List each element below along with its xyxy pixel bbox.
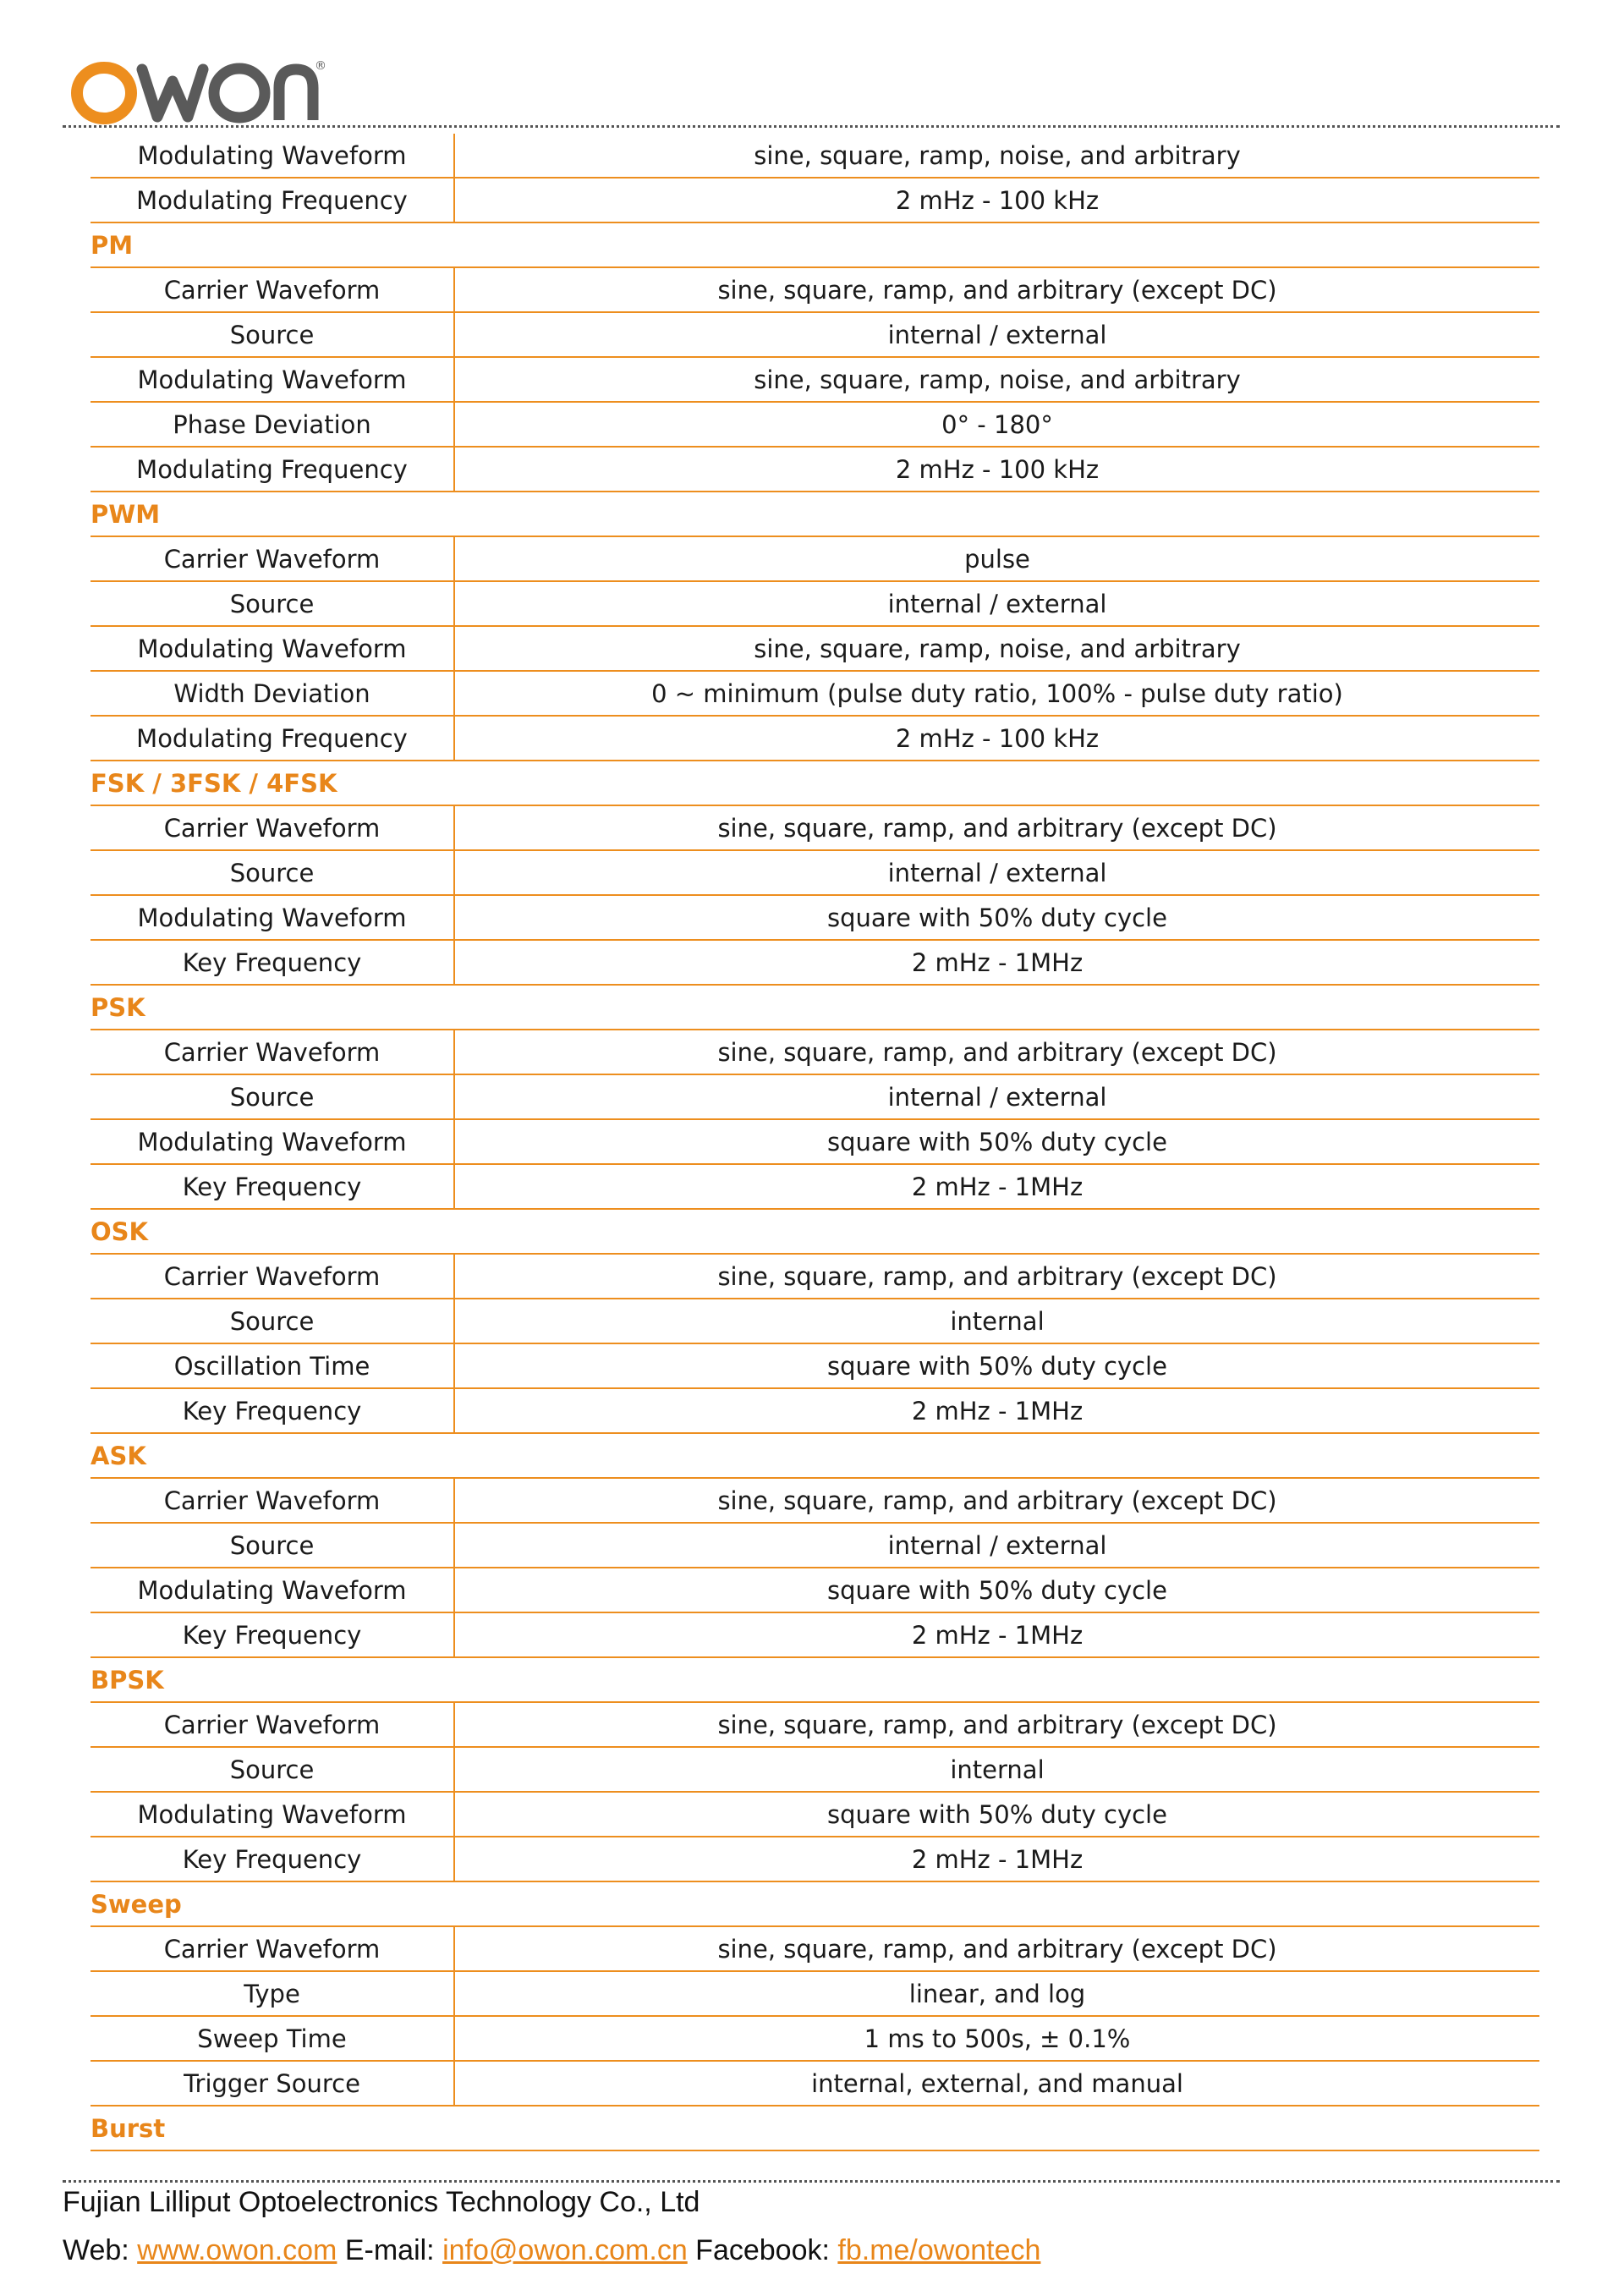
spec-label: Sweep Time (91, 2017, 455, 2060)
spec-label: Source (91, 1299, 455, 1343)
spec-row (91, 2062, 1539, 2106)
spec-row (91, 1748, 1539, 1793)
section-title: OSK (91, 1217, 149, 1246)
spec-row (91, 268, 1539, 313)
spec-value: square with 50% duty cycle (827, 1799, 1167, 1829)
spec-label: Source (91, 851, 455, 894)
spec-label: Modulating Waveform (91, 1568, 455, 1612)
spec-label: Modulating Waveform (91, 134, 455, 177)
section-title: FSK / 3FSK / 4FSK (91, 768, 337, 798)
owon-logo-mark (68, 56, 326, 124)
contact-line (63, 2234, 1040, 2267)
spec-value: sine, square, ramp, noise, and arbitrary (754, 365, 1241, 394)
spec-row (91, 1030, 1539, 1075)
spec-label: Modulating Frequency (91, 717, 455, 760)
spec-value: internal / external (887, 320, 1107, 349)
spec-value: 2 mHz - 100 kHz (895, 454, 1100, 484)
spec-row (91, 1524, 1539, 1568)
spec-label: Carrier Waveform (91, 1255, 455, 1298)
section-header (91, 1434, 1539, 1479)
spec-row (91, 358, 1539, 403)
spec-label: Width Deviation (91, 672, 455, 715)
facebook-link[interactable]: fb.me/owontech (837, 2234, 1041, 2266)
spec-value: pulse (964, 544, 1030, 574)
spec-value: square with 50% duty cycle (827, 1575, 1167, 1605)
spec-label: Source (91, 1524, 455, 1567)
spec-value: 2 mHz - 1MHz (911, 1396, 1084, 1425)
spec-row (91, 1568, 1539, 1613)
spec-row (91, 313, 1539, 358)
spec-value: 2 mHz - 1MHz (911, 948, 1084, 977)
spec-row (91, 1837, 1539, 1882)
spec-value: sine, square, ramp, and arbitrary (except DC) (717, 1037, 1277, 1067)
spec-label: Key Frequency (91, 941, 455, 984)
spec-label: Modulating Waveform (91, 627, 455, 670)
spec-value: 2 mHz - 100 kHz (895, 185, 1100, 215)
spec-label: Carrier Waveform (91, 806, 455, 849)
section-header (91, 1882, 1539, 1927)
header-divider (63, 125, 1560, 128)
spec-row (91, 1255, 1539, 1299)
spec-row (91, 627, 1539, 672)
spec-table (91, 134, 1539, 2151)
spec-row (91, 1927, 1539, 1972)
spec-value: internal / external (887, 1530, 1107, 1560)
spec-label: Modulating Frequency (91, 179, 455, 222)
spec-value: internal / external (887, 858, 1107, 887)
section-header (91, 492, 1539, 537)
spec-value: 1 ms to 500s, ± 0.1% (864, 2024, 1131, 2053)
spec-value: sine, square, ramp, and arbitrary (except DC) (717, 1934, 1277, 1964)
company-name: Fujian Lilliput Optoelectronics Technology Co., Ltd (63, 2186, 700, 2218)
spec-label: Modulating Waveform (91, 1120, 455, 1163)
spec-value: 2 mHz - 1MHz (911, 1844, 1084, 1874)
spec-label: Source (91, 582, 455, 625)
spec-label: Modulating Frequency (91, 448, 455, 491)
spec-row (91, 1299, 1539, 1344)
section-title: PM (91, 230, 134, 260)
section-header (91, 986, 1539, 1030)
spec-row (91, 1075, 1539, 1120)
spec-value: sine, square, ramp, and arbitrary (except DC) (717, 275, 1277, 305)
spec-label: Phase Deviation (91, 403, 455, 446)
spec-label: Carrier Waveform (91, 1479, 455, 1522)
spec-value: sine, square, ramp, noise, and arbitrary (754, 140, 1241, 170)
section-header (91, 761, 1539, 806)
spec-label: Modulating Waveform (91, 1793, 455, 1836)
spec-label: Source (91, 1075, 455, 1118)
spec-label: Key Frequency (91, 1165, 455, 1208)
spec-label: Carrier Waveform (91, 1030, 455, 1074)
spec-row (91, 1389, 1539, 1434)
spec-row (91, 1703, 1539, 1748)
spec-value: internal (950, 1755, 1045, 1784)
spec-row (91, 672, 1539, 717)
spec-value: internal / external (887, 589, 1107, 618)
section-title: ASK (91, 1441, 146, 1470)
spec-label: Oscillation Time (91, 1344, 455, 1387)
spec-value: sine, square, ramp, noise, and arbitrary (754, 634, 1241, 663)
facebook-label: Facebook: (687, 2234, 838, 2266)
spec-label: Carrier Waveform (91, 268, 455, 311)
spec-value: square with 50% duty cycle (827, 903, 1167, 932)
spec-row (91, 806, 1539, 851)
owon-logo (68, 56, 326, 124)
spec-value: square with 50% duty cycle (827, 1127, 1167, 1156)
web-label: Web: (63, 2234, 138, 2266)
spec-value: internal, external, and manual (811, 2068, 1183, 2098)
spec-label: Source (91, 313, 455, 356)
spec-value: square with 50% duty cycle (827, 1351, 1167, 1381)
spec-row (91, 403, 1539, 448)
spec-value: internal (950, 1306, 1045, 1336)
spec-label: Modulating Waveform (91, 358, 455, 401)
section-header (91, 1658, 1539, 1703)
section-title: Sweep (91, 1889, 182, 1919)
spec-row (91, 1793, 1539, 1837)
spec-value: sine, square, ramp, and arbitrary (except DC) (717, 1486, 1277, 1515)
spec-value: 2 mHz - 1MHz (911, 1620, 1084, 1650)
spec-value: 2 mHz - 100 kHz (895, 723, 1100, 753)
spec-value: sine, square, ramp, and arbitrary (except DC) (717, 1710, 1277, 1739)
spec-value: internal / external (887, 1082, 1107, 1112)
spec-row (91, 448, 1539, 492)
email-link[interactable]: info@owon.com.cn (442, 2234, 688, 2266)
footer-divider (63, 2180, 1560, 2183)
spec-label: Key Frequency (91, 1837, 455, 1881)
registered-mark: ® (315, 59, 326, 73)
section-title: PSK (91, 992, 145, 1022)
spec-row (91, 1972, 1539, 2017)
section-header (91, 2106, 1539, 2151)
spec-label: Source (91, 1748, 455, 1791)
section-title: PWM (91, 499, 161, 529)
spec-label: Carrier Waveform (91, 1927, 455, 1970)
spec-label: Type (91, 1972, 455, 2015)
spec-row (91, 134, 1539, 179)
spec-value: sine, square, ramp, and arbitrary (except DC) (717, 1261, 1277, 1291)
spec-label: Key Frequency (91, 1389, 455, 1432)
section-header (91, 223, 1539, 268)
spec-value: sine, square, ramp, and arbitrary (except DC) (717, 813, 1277, 843)
section-title: BPSK (91, 1665, 164, 1695)
spec-row (91, 941, 1539, 986)
spec-row (91, 851, 1539, 896)
spec-row (91, 1613, 1539, 1658)
spec-row (91, 1344, 1539, 1389)
section-title: Burst (91, 2113, 166, 2143)
spec-row (91, 717, 1539, 761)
spec-row (91, 896, 1539, 941)
email-label: E-mail: (337, 2234, 443, 2266)
spec-label: Trigger Source (91, 2062, 455, 2105)
spec-row (91, 1479, 1539, 1524)
spec-label: Carrier Waveform (91, 1703, 455, 1746)
spec-row (91, 537, 1539, 582)
spec-label: Carrier Waveform (91, 537, 455, 580)
spec-value: linear, and log (908, 1979, 1086, 2008)
spec-value: 0 ~ minimum (pulse duty ratio, 100% - pulse duty ratio) (651, 678, 1343, 708)
spec-row (91, 179, 1539, 223)
spec-row (91, 2017, 1539, 2062)
spec-row (91, 582, 1539, 627)
spec-label: Modulating Waveform (91, 896, 455, 939)
website-link[interactable]: www.owon.com (137, 2234, 337, 2266)
spec-row (91, 1120, 1539, 1165)
spec-row (91, 1165, 1539, 1210)
spec-value: 0° - 180° (941, 409, 1053, 439)
section-header (91, 1210, 1539, 1255)
spec-value: 2 mHz - 1MHz (911, 1172, 1084, 1201)
spec-label: Key Frequency (91, 1613, 455, 1656)
